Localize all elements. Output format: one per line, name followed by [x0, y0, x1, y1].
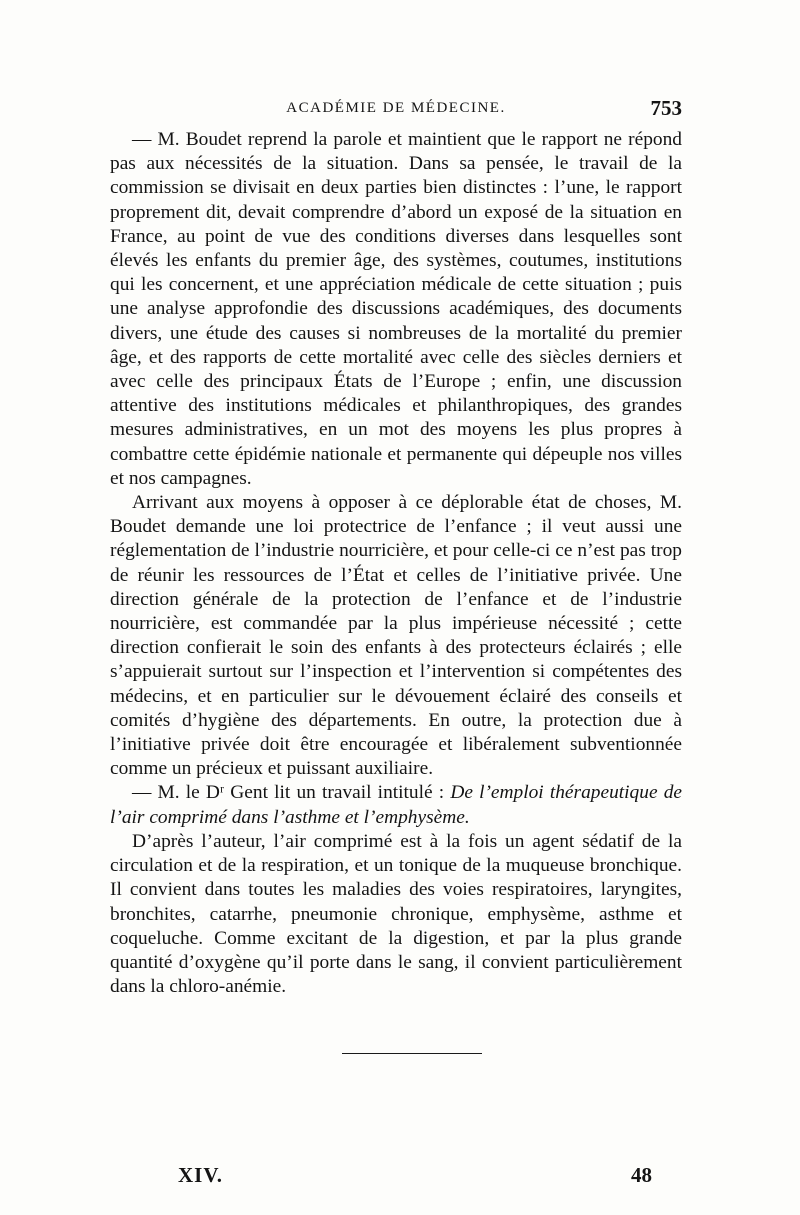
paragraph	[110, 491, 682, 781]
page-number: 753	[650, 96, 682, 120]
paragraph-text: Arrivant aux moyens à opposer à ce déplorable état de choses, M. Boudet demande une loi protectrice de l’enfance ; il veut aussi une réglementation de l’industrie nourricière, et pour celle-ci ce n’est pas trop de réunir les ressources de l’État et celles de l’initiative privée. Une direction générale de la protection de l’enfance et de l’industrie nourricière, est commandée par la plus impérieuse nécessité ; cette direction confierait le soin des enfants à des protecteurs éclairés ; elle s’appuierait surtout sur l’inspection et l’intervention si compétentes des médecins, et en particulier sur le dévouement éclairé des conseils et comités d’hygiène des départements. En outre, la protection due à l’initiative privée doit être encouragée et libéralement subventionnée comme un précieux et puissant auxiliaire.	[110, 492, 682, 780]
running-header	[110, 96, 682, 122]
page-footer	[110, 1163, 682, 1189]
paragraph	[110, 830, 682, 999]
paragraph-text: — M. le Dʳ Gent lit un travail intitulé :	[132, 782, 451, 804]
body-text	[110, 128, 682, 999]
section-divider	[342, 1053, 482, 1054]
paragraph-text: D’après l’auteur, l’air comprimé est à la fois un agent sédatif de la circulation et de la respiration, et un tonique de la muqueuse bronchique. Il convient dans toutes les maladies des voies respiratoires, laryngites, bronchites, catarrhe, pneumonie chronique, emphysème, asthme et coqueluche. Comme excitant de la digestion, et par la plus grande quantité d’oxygène qu’il porte dans le sang, il convient particulièrement dans la chloro-anémie.	[110, 830, 682, 998]
work-title: De l’emploi thérapeutique de l’air comprimé dans l’asthme et l’emphysème.	[110, 782, 682, 828]
sheet-number: 48	[631, 1163, 652, 1187]
paragraph	[110, 128, 682, 491]
signature-mark: XIV.	[178, 1163, 224, 1187]
paragraph-text: — M. Boudet reprend la parole et maintient que le rapport ne répond pas aux nécessités de la situation. Dans sa pensée, le travail de la commission se divisait en deux parties bien distinctes : l’une, le rapport proprement dit, devait comprendre d’abord un exposé de la situation en France, au point de vue des conditions diverses dans lesquelles sont élevés les enfants du premier âge, des systèmes, coutumes, institutions qui les concernent, et une appréciation médicale de cette situation ; puis une analyse approfondie des discussions académiques, des documents divers, une étude des causes si nombreuses de la mortalité du premier âge, et des rapports de cette mortalité avec celle des siècles derniers et avec celle des principaux États de l’Europe ; enfin, une discussion attentive des institutions médicales et philanthropiques, des grandes mesures administratives, en un mot des moyens les plus propres à combattre cette épidémie nationale et permanente qui dépeuple nos villes et nos campagnes.	[110, 129, 682, 489]
paragraph	[110, 781, 682, 829]
running-title: ACADÉMIE DE MÉDECINE.	[286, 100, 506, 116]
